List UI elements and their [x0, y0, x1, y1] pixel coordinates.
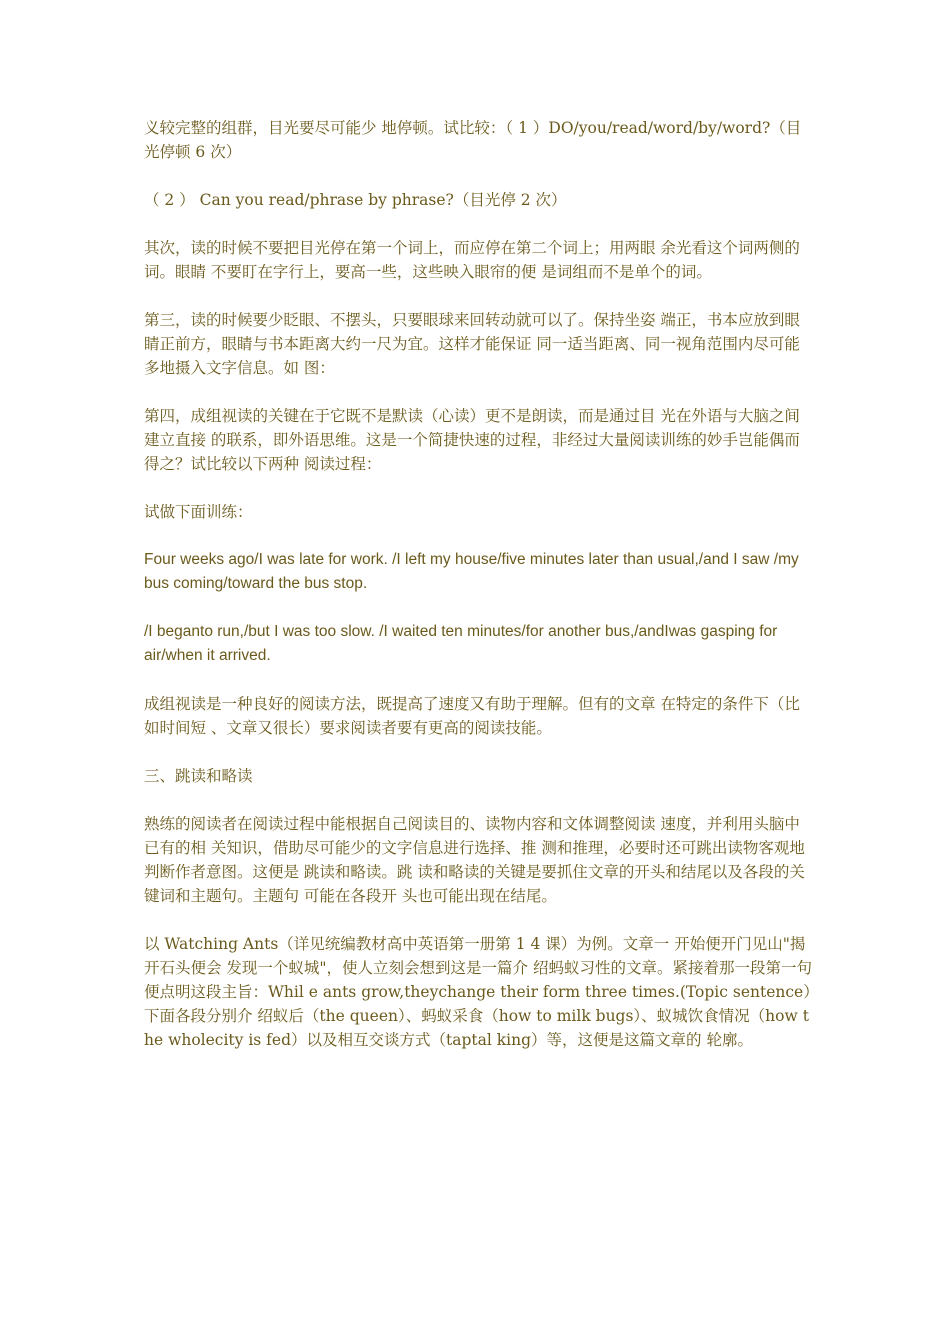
paragraph-practice-heading: 试做下面训练： [144, 503, 253, 521]
paragraph-second-point: 其次，读的时候不要把目光停在第一个词上，而应停在第二个词上；用两眼 余光看这个词两侧的词。眼睛 不要盯在字行上，要高一些，这些映入眼帘的便 是词组而不是单个的词。 [144, 239, 800, 281]
paragraph-group-reading-summary: 成组视读是一种良好的阅读方法，既提高了速度又有助于理解。但有的文章 在特定的条件下（比如时间短 、文章又很长）要求阅读者要有更高的阅读技能。 [144, 695, 800, 737]
paragraph-fourth-point: 第四，成组视读的关键在于它既不是默读（心读）更不是朗读，而是通过目 光在外语与大脑之间建立直接 的联系，即外语思维。这是一个简捷快速的过程，非经过大量阅读训练的妙手岂能偶而得之？试比较以下两种 阅读过程： [144, 407, 800, 473]
paragraph-skimming-explanation: 熟练的阅读者在阅读过程中能根据自己阅读目的、读物内容和文体调整阅读 速度，并利用头脑中已有的相 关知识，借助尽可能少的文字信息进行选择、推 测和推理，必要时还可跳出读物客观地判断作者意图。这便是 跳读和略读。跳 读和略读的关键是要抓住文章的开头和结尾以及各段的关键词和主题句。主题句 可能在各段开 头也可能出现在结尾。 [144, 815, 805, 905]
document-body [144, 116, 812, 1076]
paragraph-reading-groups: 义较完整的组群，目光要尽可能少 地停顿。试比较：（ 1 ）DO/you/read/word/by/word?（目光停顿 6 次） [144, 119, 802, 161]
paragraph-practice-text-2: /I beganto run,/but I was too slow. /I waited ten minutes/for another bus,/andIwas gasping for air/when it arrived. [144, 623, 778, 664]
paragraph-third-point: 第三，读的时候要少眨眼、不摆头，只要眼球来回转动就可以了。保持坐姿 端正，书本应放到眼睛正前方，眼睛与书本距离大约一尺为宜。这样才能保证 同一适当距离、同一视角范围内尽可能多地摄入文字信息。如 图： [144, 311, 800, 377]
section-heading-skimming: 三、跳读和略读 [144, 767, 253, 785]
paragraph-practice-text-1: Four weeks ago/I was late for work. /I left my house/five minutes later than usual,/and I saw /my bus coming/toward the bus stop. [144, 551, 799, 592]
paragraph-phrase-example: （ 2 ） Can you read/phrase by phrase?（目光停 2 次） [144, 191, 567, 209]
paragraph-watching-ants-example: 以 Watching Ants（详见统编教材高中英语第一册第 1 4 课）为例。文章一 开始便开门见山"揭开石头便会 发现一个蚁城"，使人立刻会想到这是一篇介 绍蚂蚁习性的文章。紧接着那一段第一句便点明这段主旨：Whil e ants grow,theychange their form three times.(Topic sentence）下面各段分别介 绍蚁后（the queen）、蚂蚁采食（how to milk bugs）、蚁城饮食情况（how the wholecity is fed）以及相互交谈方式（taptal king）等，这便是这篇文章的 轮廓。 [144, 935, 812, 1049]
